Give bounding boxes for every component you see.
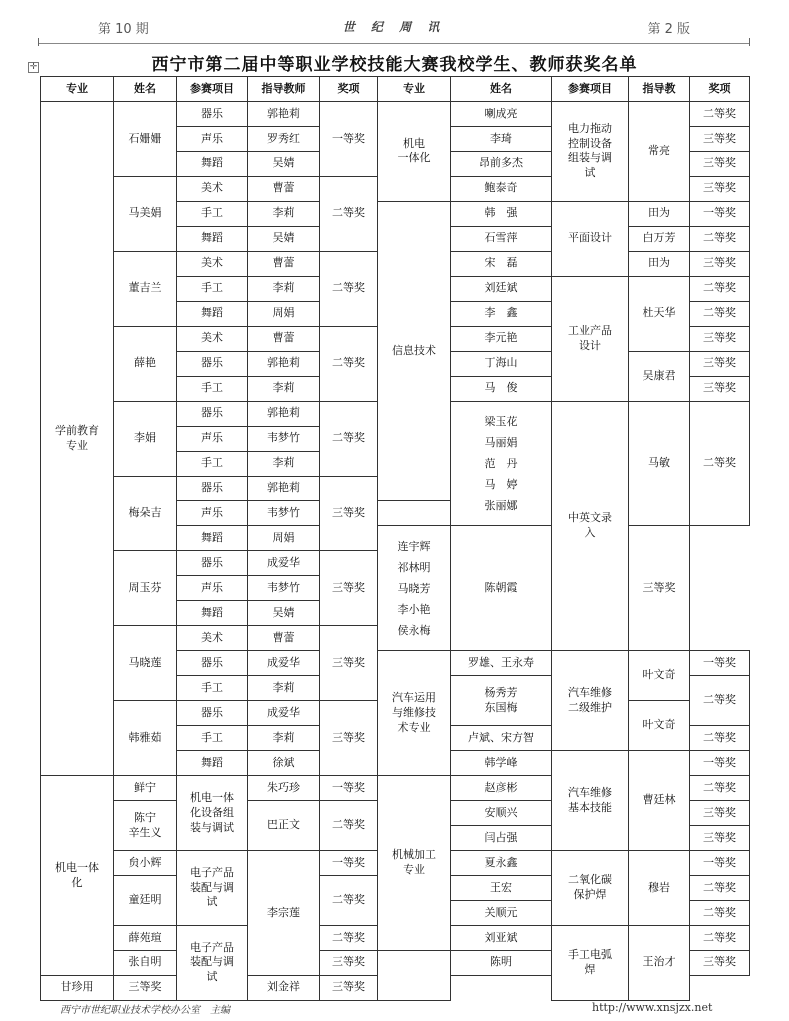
teacher-cell: 郭艳莉 xyxy=(248,401,320,426)
teacher-cell: 韦梦竹 xyxy=(248,501,320,526)
teacher-cell: 郭艳莉 xyxy=(248,351,320,376)
teacher-cell: 韦梦竹 xyxy=(248,426,320,451)
name-cell: 安顺兴 xyxy=(451,801,552,826)
event-cell: 器乐 xyxy=(177,701,248,726)
name-cell: 李 鑫 xyxy=(451,301,552,326)
event-cell: 手工 xyxy=(177,451,248,476)
teacher-cell: 郭艳莉 xyxy=(248,101,320,126)
teacher-cell: 叶文奇 xyxy=(629,701,690,751)
name-cell: 石姗姗 xyxy=(114,101,177,176)
name-cell: 卢斌、宋方智 xyxy=(451,726,552,751)
award-cell: 二等奖 xyxy=(320,925,378,950)
name-cell: 连宇辉 祁林明 马晓芳 李小艳 侯永梅 xyxy=(378,526,451,651)
teacher-cell: 李宗莲 xyxy=(248,851,320,976)
name-cell: 贠小辉 xyxy=(114,851,177,876)
event-cell: 美术 xyxy=(177,251,248,276)
masthead: 世 纪 周 讯 xyxy=(342,20,446,34)
award-cell: 三等奖 xyxy=(320,950,378,975)
award-cell: 三等奖 xyxy=(320,975,378,1000)
award-cell: 二等奖 xyxy=(320,801,378,851)
name-cell: 周玉芬 xyxy=(114,551,177,626)
col-header-major: 专业 xyxy=(41,77,114,102)
teacher-cell: 成爱华 xyxy=(248,551,320,576)
event-cell: 声乐 xyxy=(177,501,248,526)
event-cell: 器乐 xyxy=(177,351,248,376)
award-cell: 三等奖 xyxy=(320,701,378,776)
col-header-name: 姓名 xyxy=(114,77,177,102)
award-cell: 三等奖 xyxy=(690,251,750,276)
award-cell: 三等奖 xyxy=(690,801,750,826)
award-cell: 三等奖 xyxy=(320,626,378,701)
event-cell: 器乐 xyxy=(177,101,248,126)
name-cell: 张自明 xyxy=(114,950,177,975)
teacher-cell: 李莉 xyxy=(248,676,320,701)
event-cell: 舞蹈 xyxy=(177,526,248,551)
teacher-cell: 郭艳莉 xyxy=(248,476,320,501)
major-cell xyxy=(378,950,451,1000)
name-cell: 喇成亮 xyxy=(451,101,552,126)
award-cell: 二等奖 xyxy=(320,401,378,476)
award-cell: 二等奖 xyxy=(690,226,750,251)
award-cell: 二等奖 xyxy=(690,925,750,950)
teacher-cell: 马敏 xyxy=(629,401,690,526)
event-cell: 手工 xyxy=(177,201,248,226)
teacher-cell: 杜天华 xyxy=(629,276,690,351)
name-cell: 童廷明 xyxy=(114,876,177,926)
event-cell: 手工 xyxy=(177,276,248,301)
major-cell: 汽车运用 与维修技 术专业 xyxy=(378,651,451,776)
event-cell: 平面设计 xyxy=(552,201,629,276)
header-tick-right xyxy=(749,38,750,46)
name-cell: 刘廷斌 xyxy=(451,276,552,301)
teacher-cell: 叶文奇 xyxy=(629,651,690,701)
teacher-cell: 周娟 xyxy=(248,301,320,326)
col-header-award: 奖项 xyxy=(320,77,378,102)
teacher-cell: 徐斌 xyxy=(248,751,320,776)
award-cell: 三等奖 xyxy=(690,950,750,975)
teacher-cell: 吴婧 xyxy=(248,601,320,626)
teacher-cell: 李莉 xyxy=(248,201,320,226)
award-cell: 三等奖 xyxy=(690,126,750,151)
award-cell: 二等奖 xyxy=(690,301,750,326)
name-cell: 宋 磊 xyxy=(451,251,552,276)
event-cell: 中英文录 入 xyxy=(552,401,629,651)
teacher-cell: 韦梦竹 xyxy=(248,576,320,601)
name-cell: 石雪萍 xyxy=(451,226,552,251)
teacher-cell: 白万芳 xyxy=(629,226,690,251)
teacher-cell: 吴婧 xyxy=(248,151,320,176)
event-cell: 汽车维修 基本技能 xyxy=(552,751,629,851)
name-cell: 韩 强 xyxy=(451,201,552,226)
name-cell: 夏永鑫 xyxy=(451,851,552,876)
name-cell: 梁玉花 马丽娟 范 丹 马 婷 张丽娜 xyxy=(451,401,552,526)
name-cell: 韩学峰 xyxy=(451,751,552,776)
award-cell: 三等奖 xyxy=(629,526,690,651)
name-cell: 赵彦彬 xyxy=(451,776,552,801)
event-cell: 美术 xyxy=(177,176,248,201)
award-cell: 三等奖 xyxy=(690,376,750,401)
award-cell: 三等奖 xyxy=(690,151,750,176)
name-cell: 陈明 xyxy=(451,950,552,975)
event-cell: 手工电弧 焊 xyxy=(552,925,629,1000)
page-number: 第 2 版 xyxy=(647,22,690,37)
award-cell: 二等奖 xyxy=(690,676,750,726)
name-cell: 罗雄、王永寿 xyxy=(451,651,552,676)
major-cell: 信息技术 xyxy=(378,201,451,501)
event-cell: 工业产品 设计 xyxy=(552,276,629,401)
name-cell: 关顺元 xyxy=(451,900,552,925)
event-cell: 手工 xyxy=(177,726,248,751)
event-cell: 器乐 xyxy=(177,551,248,576)
award-cell: 一等奖 xyxy=(690,201,750,226)
major-cell: 机械加工 专业 xyxy=(378,776,451,951)
teacher-cell: 王治才 xyxy=(629,925,690,1000)
event-cell: 舞蹈 xyxy=(177,301,248,326)
major-cell: 机电一体 化 xyxy=(41,776,114,976)
award-cell: 一等奖 xyxy=(320,851,378,876)
teacher-cell: 田为 xyxy=(629,201,690,226)
name-cell: 马晓莲 xyxy=(114,626,177,701)
name-cell: 董吉兰 xyxy=(114,251,177,326)
event-cell: 美术 xyxy=(177,626,248,651)
teacher-cell: 李莉 xyxy=(248,276,320,301)
teacher-cell: 吴康君 xyxy=(629,351,690,401)
name-cell: 李娟 xyxy=(114,401,177,476)
award-cell: 三等奖 xyxy=(320,476,378,551)
award-cell: 三等奖 xyxy=(690,351,750,376)
award-cell: 二等奖 xyxy=(690,876,750,901)
event-cell: 舞蹈 xyxy=(177,226,248,251)
name-cell: 昂前多杰 xyxy=(451,151,552,176)
major-cell: 学前教育 专业 xyxy=(41,101,114,775)
name-cell: 丁海山 xyxy=(451,351,552,376)
issue-number: 第 10 期 xyxy=(98,22,149,37)
name-cell: 闫占强 xyxy=(451,826,552,851)
award-table xyxy=(40,76,750,1001)
event-cell: 舞蹈 xyxy=(177,601,248,626)
name-cell: 杨秀芳 东国梅 xyxy=(451,676,552,726)
award-cell: 二等奖 xyxy=(690,776,750,801)
award-cell: 一等奖 xyxy=(690,851,750,876)
award-cell: 二等奖 xyxy=(690,726,750,751)
col-header-event-2: 参赛项目 xyxy=(552,77,629,102)
teacher-cell: 朱巧珍 xyxy=(248,776,320,801)
teacher-cell: 成爱华 xyxy=(248,651,320,676)
event-cell: 器乐 xyxy=(177,651,248,676)
teacher-cell: 陈朝霞 xyxy=(451,526,552,651)
name-cell: 薛苑瑄 xyxy=(114,925,177,950)
page-header xyxy=(38,14,750,44)
event-cell: 电子产品 装配与调 试 xyxy=(177,851,248,926)
event-cell: 器乐 xyxy=(177,401,248,426)
header-tick-left xyxy=(38,38,39,46)
teacher-cell: 周娟 xyxy=(248,526,320,551)
name-cell: 李元艳 xyxy=(451,326,552,351)
name-cell: 薛艳 xyxy=(114,326,177,401)
name-cell: 陈宁 辛生义 xyxy=(114,801,177,851)
col-header-teacher-2: 指导教 xyxy=(629,77,690,102)
award-cell: 一等奖 xyxy=(690,651,750,676)
teacher-cell: 曹蕾 xyxy=(248,326,320,351)
event-cell: 美术 xyxy=(177,326,248,351)
event-cell: 器乐 xyxy=(177,476,248,501)
award-cell: 一等奖 xyxy=(320,776,378,801)
event-cell: 舞蹈 xyxy=(177,151,248,176)
teacher-cell: 常亮 xyxy=(629,101,690,201)
event-cell: 汽车维修 二级维护 xyxy=(552,651,629,751)
event-cell: 机电一体 化设备组 装与调试 xyxy=(177,776,248,851)
table-row xyxy=(41,101,750,126)
teacher-cell: 曹廷林 xyxy=(629,751,690,851)
event-cell: 电力拖动 控制设备 组装与调 试 xyxy=(552,101,629,201)
name-cell: 甘珍用 xyxy=(41,975,114,1000)
award-cell: 一等奖 xyxy=(690,751,750,776)
teacher-cell: 李莉 xyxy=(248,451,320,476)
award-cell: 二等奖 xyxy=(320,176,378,251)
major-cell: 机电 一体化 xyxy=(378,101,451,201)
name-cell: 刘金祥 xyxy=(248,975,320,1000)
award-cell: 三等奖 xyxy=(690,826,750,851)
event-cell: 手工 xyxy=(177,676,248,701)
award-cell: 二等奖 xyxy=(320,326,378,401)
teacher-cell: 成爱华 xyxy=(248,701,320,726)
award-cell: 二等奖 xyxy=(690,276,750,301)
col-header-award-2: 奖项 xyxy=(690,77,750,102)
col-header-major-2: 专业 xyxy=(378,77,451,102)
page-title: 西宁市第二届中等职业学校技能大赛我校学生、教师获奖名单 xyxy=(151,55,638,75)
name-cell: 王宏 xyxy=(451,876,552,901)
award-cell: 三等奖 xyxy=(320,551,378,626)
name-cell: 梅朵吉 xyxy=(114,476,177,551)
col-header-name-2: 姓名 xyxy=(451,77,552,102)
teacher-cell: 吴婧 xyxy=(248,226,320,251)
name-cell: 刘亚斌 xyxy=(451,925,552,950)
award-cell: 一等奖 xyxy=(320,101,378,176)
name-cell: 鲜宁 xyxy=(114,776,177,801)
award-cell: 二等奖 xyxy=(320,876,378,926)
col-header-teacher: 指导教师 xyxy=(248,77,320,102)
name-cell: 马 俊 xyxy=(451,376,552,401)
award-cell: 二等奖 xyxy=(690,101,750,126)
teacher-cell: 罗秀红 xyxy=(248,126,320,151)
event-cell: 声乐 xyxy=(177,426,248,451)
footer-editor: 西宁市世纪职业技术学校办公室 主编 xyxy=(60,1005,230,1016)
award-cell: 三等奖 xyxy=(114,975,177,1000)
award-cell: 二等奖 xyxy=(320,251,378,326)
event-cell: 二氧化碳 保护焊 xyxy=(552,851,629,926)
teacher-cell: 田为 xyxy=(629,251,690,276)
footer-url[interactable]: http://www.xnsjzx.net xyxy=(592,1001,713,1014)
teacher-cell: 曹蕾 xyxy=(248,251,320,276)
award-cell: 二等奖 xyxy=(690,900,750,925)
event-cell: 声乐 xyxy=(177,576,248,601)
award-cell: 二等奖 xyxy=(690,401,750,526)
teacher-cell: 巴正文 xyxy=(248,801,320,851)
teacher-cell: 穆岩 xyxy=(629,851,690,926)
event-cell: 声乐 xyxy=(177,126,248,151)
award-cell: 三等奖 xyxy=(690,176,750,201)
teacher-cell: 曹蕾 xyxy=(248,176,320,201)
event-cell: 电子产品 装配与调 试 xyxy=(177,925,248,1000)
table-header-row xyxy=(41,77,750,102)
teacher-cell: 曹蕾 xyxy=(248,626,320,651)
name-cell: 韩雅茹 xyxy=(114,701,177,776)
col-header-event: 参赛项目 xyxy=(177,77,248,102)
table-move-handle-icon[interactable]: ✛ xyxy=(29,62,38,72)
name-cell: 李琦 xyxy=(451,126,552,151)
name-cell: 马美娟 xyxy=(114,176,177,251)
event-cell: 舞蹈 xyxy=(177,751,248,776)
teacher-cell: 李莉 xyxy=(248,376,320,401)
teacher-cell: 李莉 xyxy=(248,726,320,751)
name-cell: 鲍泰奇 xyxy=(451,176,552,201)
event-cell: 手工 xyxy=(177,376,248,401)
award-cell: 三等奖 xyxy=(690,326,750,351)
